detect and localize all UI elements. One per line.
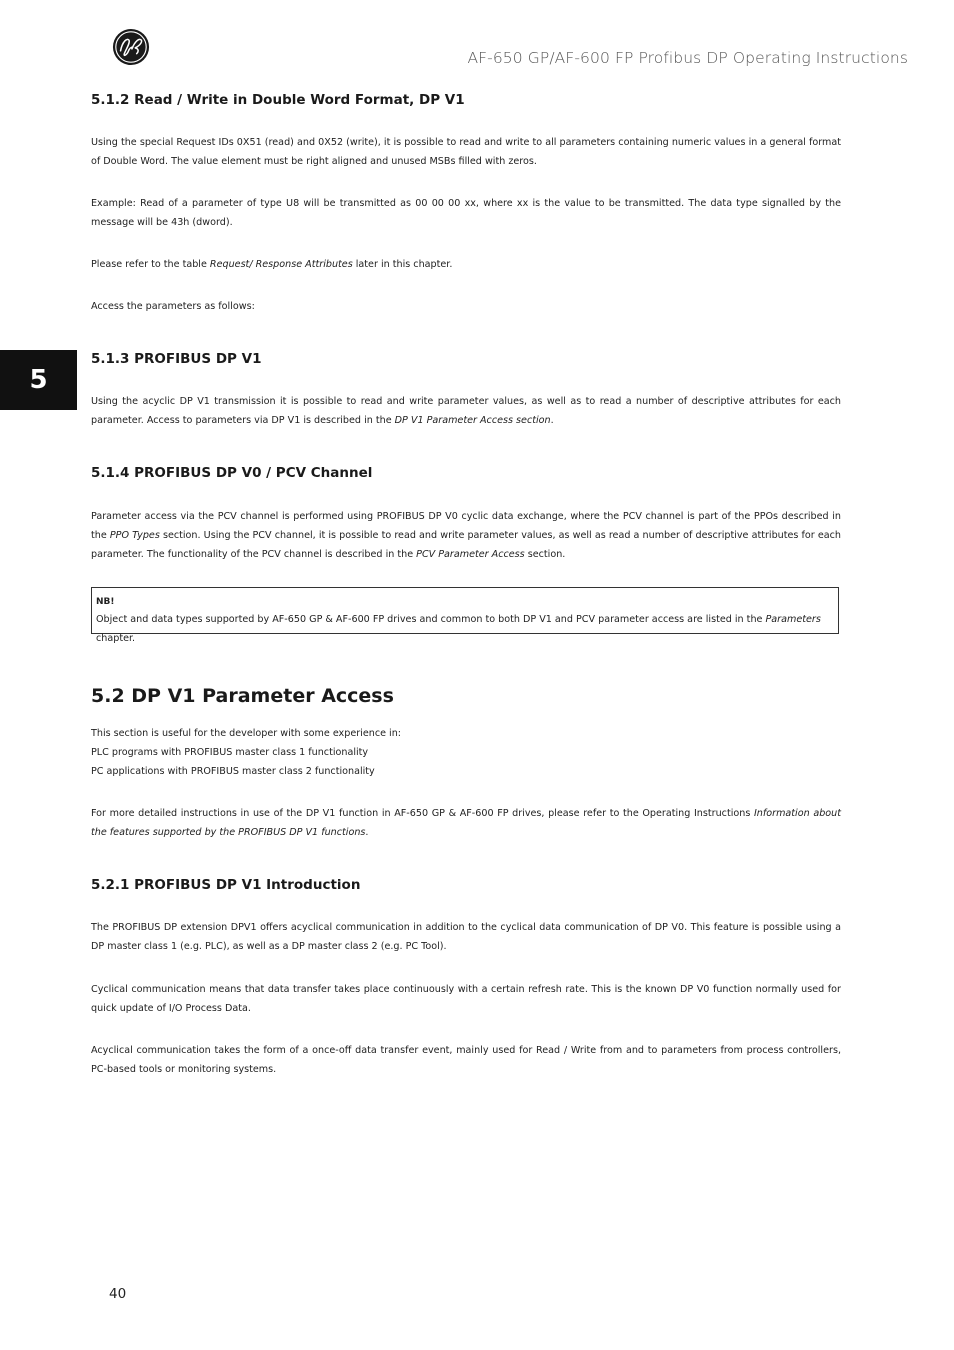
paragraph: Acyclical communication takes the form of a once-off data transfer event, mainly used for Read / Write from and to parameters from process controllers, PC-based tools or monitoring systems. [91, 1045, 841, 1076]
page-number: 40 [109, 1286, 127, 1302]
chapter-tab: 5 [0, 350, 77, 410]
ge-logo-icon [112, 28, 150, 66]
paragraph: This section is useful for the developer with some experience in: [91, 728, 402, 739]
header-title: AF-650 GP/AF-600 FP Profibus DP Operating Instructions [467, 49, 908, 67]
note-text: Object and data types supported by AF-650 GP & AF-600 FP drives and common to both DP V1 and PCV parameter access are listed in the Parameters chapter. [96, 614, 821, 644]
paragraph: For more detailed instructions in use of the DP V1 function in AF-650 GP & AF-600 FP drives, please refer to the Operating Instructions Information about the features supported by the PROFIBUS DP V1 functions. [91, 808, 841, 839]
section-heading-5-1-3: 5.1.3 PROFIBUS DP V1 [91, 351, 262, 367]
section-heading-5-2: 5.2 DP V1 Parameter Access [91, 685, 394, 707]
paragraph: Access the parameters as follows: [91, 301, 255, 312]
paragraph: Please refer to the table Request/ Response Attributes later in this chapter. [91, 259, 453, 270]
note-label: NB! [96, 597, 115, 607]
note-box [91, 587, 839, 644]
paragraph: Example: Read of a parameter of type U8 will be transmitted as 00 00 00 xx, where xx is the value to be transmitted. The data type signalled by the message will be 43h (dword). [91, 198, 841, 229]
paragraph: PLC programs with PROFIBUS master class 1 functionality [91, 747, 369, 758]
paragraph: Parameter access via the PCV channel is performed using PROFIBUS DP V0 cyclic data exchange, where the PCV channel is part of the PPOs described in the PPO Types section. Using the PCV channel, it is possible to read and write parameter values, as well as read a number of descriptive attributes for each parameter. The functionality of the PCV channel is described in the PCV Parameter Access section. [91, 511, 841, 561]
paragraph: Cyclical communication means that data transfer takes place continuously with a certain refresh rate. This is the known DP V0 function normally used for quick update of I/O Process Data. [91, 984, 841, 1015]
section-heading-5-2-1: 5.2.1 PROFIBUS DP V1 Introduction [91, 877, 361, 893]
section-heading-5-1-2: 5.1.2 Read / Write in Double Word Format, DP V1 [91, 92, 465, 108]
paragraph: Using the acyclic DP V1 transmission it is possible to read and write parameter values, as well as to read a number of descriptive attributes for each parameter. Access to parameters via DP V1 is described in the DP V1 Parameter Access section. [91, 396, 841, 427]
paragraph: PC applications with PROFIBUS master class 2 functionality [91, 766, 375, 777]
paragraph: The PROFIBUS DP extension DPV1 offers acyclical communication in addition to the cyclical data communication of DP V0. This feature is possible using a DP master class 1 (e.g. PLC), as well as a DP master class 2 (e.g. PC Tool). [91, 922, 841, 953]
paragraph: Using the special Request IDs 0X51 (read) and 0X52 (write), it is possible to read and write to all parameters containing numeric values in a general format of Double Word. The value element must be right aligned and unused MSBs filled with zeros. [91, 137, 841, 168]
section-heading-5-1-4: 5.1.4 PROFIBUS DP V0 / PCV Channel [91, 465, 373, 481]
